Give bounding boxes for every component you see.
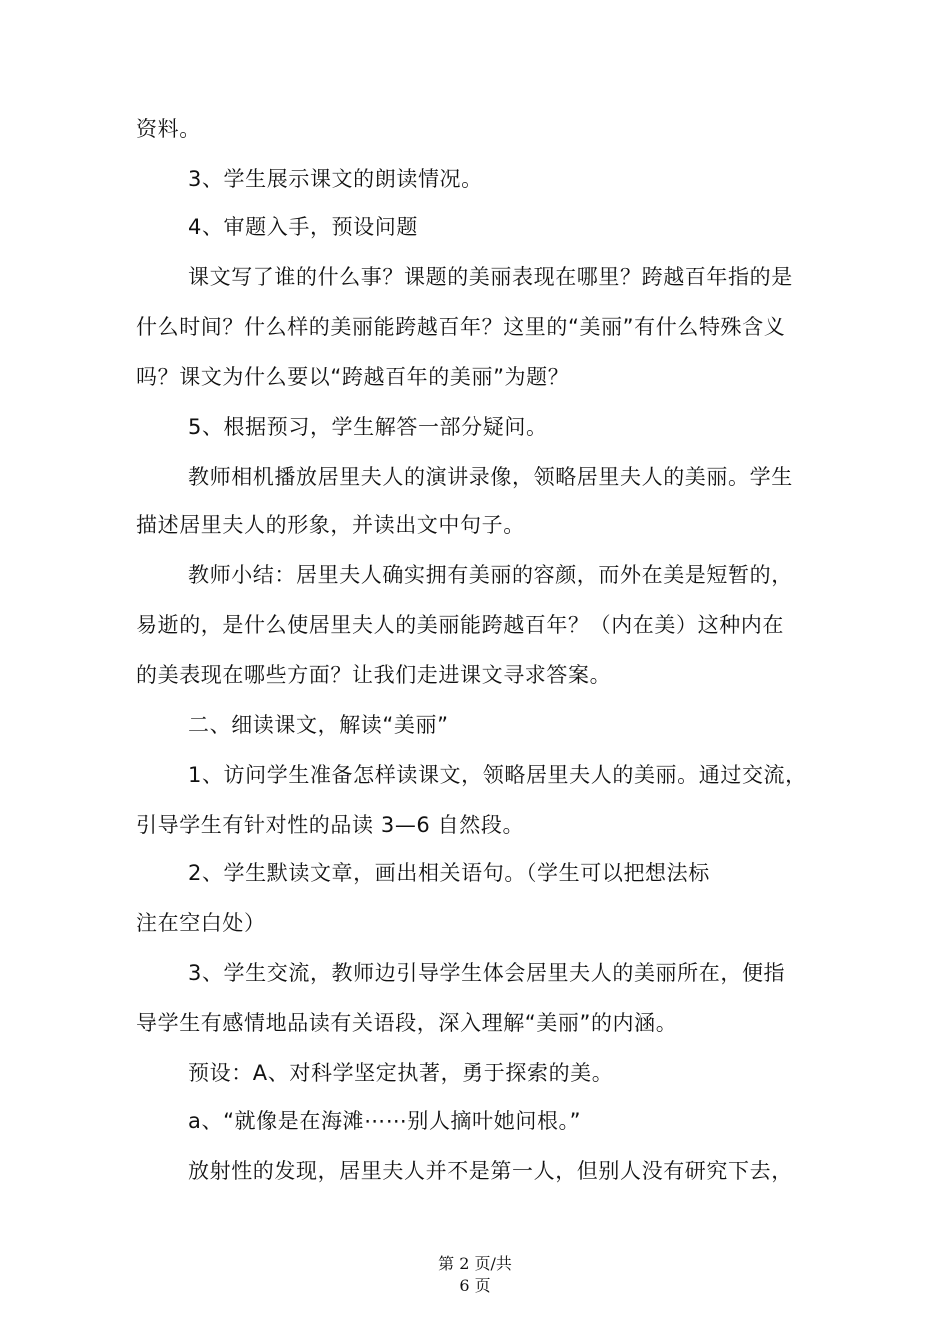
text-line: 3、学生交流，教师边引导学生体会居里夫人的美丽所在，便指 <box>188 961 786 985</box>
text-line: 预设：A、对科学坚定执著，勇于探索的美。 <box>188 1061 614 1085</box>
text-line: 教师小结：居里夫人确实拥有美丽的容颜，而外在美是短暂的， <box>188 563 793 587</box>
page-number-line-1: 第 2 页/共 <box>438 1254 512 1273</box>
page-number-line-2: 6 页 <box>459 1276 491 1295</box>
text-line: 描述居里夫人的形象，并读出文中句子。 <box>136 513 525 537</box>
text-line: 2、学生默读文章，画出相关语句。（学生可以把想法标 <box>188 861 710 885</box>
text-line: 注在空白处） <box>136 911 266 935</box>
text-line: 导学生有感情地品读有关语段，深入理解“美丽”的内涵。 <box>136 1011 678 1035</box>
text-line: a、“就像是在海滩⋯⋯别人摘叶她问根。” <box>188 1109 582 1133</box>
text-line: 吗？课文为什么要以“跨越百年的美丽”为题？ <box>136 365 570 389</box>
text-line: 课文写了谁的什么事？课题的美丽表现在哪里？跨越百年指的是 <box>188 265 793 289</box>
text-line: 放射性的发现，居里夫人并不是第一人，但别人没有研究下去， <box>188 1159 793 1183</box>
text-line: 引导学生有针对性的品读 3—6 自然段。 <box>136 813 525 837</box>
text-line: 3、学生展示课文的朗读情况。 <box>188 167 483 191</box>
text-line: 4、审题入手，预设问题 <box>188 215 418 239</box>
text-line: 易逝的，是什么使居里夫人的美丽能跨越百年？（内在美）这种内在 <box>136 613 784 637</box>
text-line: 教师相机播放居里夫人的演讲录像，领略居里夫人的美丽。学生 <box>188 465 793 489</box>
text-line: 5、根据预习，学生解答一部分疑问。 <box>188 415 548 439</box>
text-line: 的美表现在哪些方面？让我们走进课文寻求答案。 <box>136 663 612 687</box>
text-line: 什么时间？什么样的美丽能跨越百年？这里的“美丽”有什么特殊含义 <box>136 315 786 339</box>
text-line: 1、访问学生准备怎样读课文，领略居里夫人的美丽。通过交流， <box>188 763 807 787</box>
section-heading: 二、细读课文，解读“美丽” <box>188 713 449 737</box>
text-line: 资料。 <box>136 117 201 141</box>
